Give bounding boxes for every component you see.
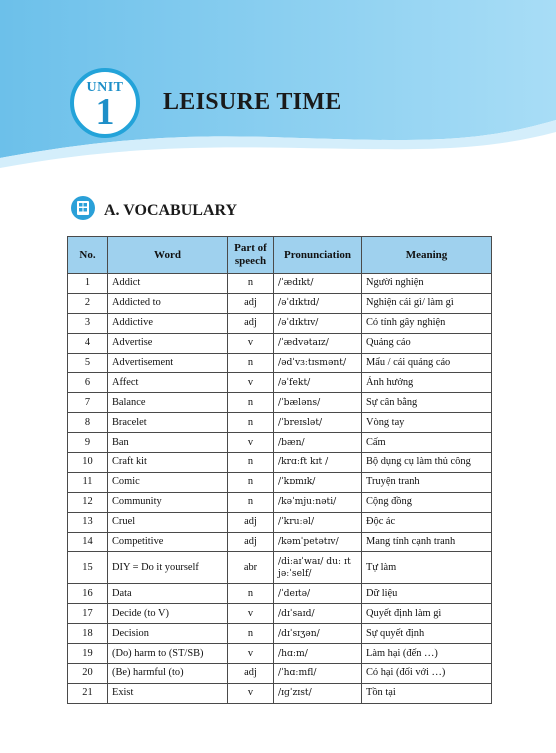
cell-part-of-speech: v (228, 604, 274, 624)
table-row (68, 293, 492, 313)
cell-word: Data (108, 584, 228, 604)
table-row (68, 664, 492, 684)
cell-word: Advertisement (108, 353, 228, 373)
table-header-row (68, 237, 492, 274)
unit-badge (70, 68, 140, 138)
cell-word: (Be) harmful (to) (108, 664, 228, 684)
cell-pronunciation: /kəmˈpetətɪv/ (274, 532, 362, 552)
cell-part-of-speech: adj (228, 512, 274, 532)
cell-pronunciation: /ˈbreɪslət/ (274, 413, 362, 433)
cell-no: 7 (68, 393, 108, 413)
cell-word: Comic (108, 472, 228, 492)
cell-meaning: Ảnh hưởng (362, 373, 492, 393)
cell-word: Balance (108, 393, 228, 413)
cell-pronunciation: /əˈfekt/ (274, 373, 362, 393)
cell-word: Addict (108, 274, 228, 294)
cell-meaning: Truyện tranh (362, 472, 492, 492)
table-row (68, 413, 492, 433)
table-row (68, 532, 492, 552)
cell-word: Advertise (108, 333, 228, 353)
cell-part-of-speech: n (228, 453, 274, 473)
cell-no: 14 (68, 532, 108, 552)
cell-part-of-speech: adj (228, 293, 274, 313)
table-row (68, 373, 492, 393)
cell-pronunciation: /hɑːm/ (274, 644, 362, 664)
cell-meaning: Cấm (362, 433, 492, 453)
table-row (68, 313, 492, 333)
cell-part-of-speech: adj (228, 664, 274, 684)
cell-meaning: Mẩu / cái quảng cáo (362, 353, 492, 373)
cell-meaning: Độc ác (362, 512, 492, 532)
cell-no: 16 (68, 584, 108, 604)
table-row (68, 353, 492, 373)
table-row (68, 492, 492, 512)
cell-meaning: Nghiện cái gì/ làm gì (362, 293, 492, 313)
cell-no: 15 (68, 552, 108, 584)
cell-no: 8 (68, 413, 108, 433)
cell-part-of-speech: n (228, 413, 274, 433)
table-body (68, 274, 492, 704)
cell-no: 2 (68, 293, 108, 313)
cell-no: 19 (68, 644, 108, 664)
cell-pronunciation: /dɪˈsɪʒən/ (274, 624, 362, 644)
cell-part-of-speech: n (228, 274, 274, 294)
cell-part-of-speech: n (228, 492, 274, 512)
table-row (68, 604, 492, 624)
cell-word: Cruel (108, 512, 228, 532)
vocabulary-table (67, 236, 492, 704)
cell-meaning: Làm hại (đến …) (362, 644, 492, 664)
cell-no: 20 (68, 664, 108, 684)
cell-word: Decision (108, 624, 228, 644)
cell-pronunciation: /ˈædɪkt/ (274, 274, 362, 294)
cell-word: Decide (to V) (108, 604, 228, 624)
table-row (68, 624, 492, 644)
cell-part-of-speech: abr (228, 552, 274, 584)
cell-no: 5 (68, 353, 108, 373)
section-title: A. VOCABULARY (104, 202, 238, 219)
cell-meaning: Người nghiện (362, 274, 492, 294)
table-row (68, 683, 492, 703)
cell-pronunciation: /ˈkruːəl/ (274, 512, 362, 532)
cell-meaning: Cộng đồng (362, 492, 492, 512)
cell-pronunciation: /ɪɡˈzɪst/ (274, 683, 362, 703)
cell-word: Competitive (108, 532, 228, 552)
cell-meaning: Sự cân bằng (362, 393, 492, 413)
cell-word: Addicted to (108, 293, 228, 313)
cell-part-of-speech: n (228, 472, 274, 492)
cell-no: 18 (68, 624, 108, 644)
table-row (68, 512, 492, 532)
cell-pronunciation: /krɑːft kɪt / (274, 453, 362, 473)
cell-no: 21 (68, 683, 108, 703)
cell-meaning: Bộ dụng cụ làm thủ công (362, 453, 492, 473)
cell-meaning: Quyết định làm gì (362, 604, 492, 624)
cell-word: DIY = Do it yourself (108, 552, 228, 584)
cell-part-of-speech: adj (228, 313, 274, 333)
header-word: Word (108, 237, 228, 274)
header-no: No. (68, 237, 108, 274)
cell-meaning: Tự làm (362, 552, 492, 584)
cell-meaning: Có tính gây nghiện (362, 313, 492, 333)
cell-no: 6 (68, 373, 108, 393)
cell-part-of-speech: n (228, 584, 274, 604)
unit-label: UNIT (86, 80, 124, 95)
unit-number: 1 (95, 91, 115, 133)
table-row (68, 433, 492, 453)
cell-meaning: Tồn tại (362, 683, 492, 703)
cell-word: Affect (108, 373, 228, 393)
cell-meaning: Dữ liệu (362, 584, 492, 604)
cell-pronunciation: /bæn/ (274, 433, 362, 453)
cell-pronunciation: /ˈkɒmɪk/ (274, 472, 362, 492)
cell-part-of-speech: v (228, 433, 274, 453)
table-row (68, 393, 492, 413)
table-row (68, 644, 492, 664)
cell-no: 17 (68, 604, 108, 624)
cell-pronunciation: /dɪˈsaɪd/ (274, 604, 362, 624)
cell-no: 13 (68, 512, 108, 532)
cell-part-of-speech: v (228, 683, 274, 703)
table-row (68, 472, 492, 492)
cell-pronunciation: /ˈhɑːmfl/ (274, 664, 362, 684)
header-meaning: Meaning (362, 237, 492, 274)
table-row (68, 274, 492, 294)
cell-word: Addictive (108, 313, 228, 333)
cell-no: 1 (68, 274, 108, 294)
cell-no: 12 (68, 492, 108, 512)
table-row (68, 552, 492, 584)
cell-meaning: Quảng cáo (362, 333, 492, 353)
cell-pronunciation: /əˈdɪktɪd/ (274, 293, 362, 313)
cell-pronunciation: /ˈdeɪtə/ (274, 584, 362, 604)
cell-pronunciation: /ədˈvɜːtɪsmənt/ (274, 353, 362, 373)
cell-no: 9 (68, 433, 108, 453)
table-row (68, 584, 492, 604)
header-pronunciation: Pronunciation (274, 237, 362, 274)
cell-meaning: Sự quyết định (362, 624, 492, 644)
cell-word: (Do) harm to (ST/SB) (108, 644, 228, 664)
cell-part-of-speech: n (228, 353, 274, 373)
cell-word: Exist (108, 683, 228, 703)
cell-part-of-speech: adj (228, 532, 274, 552)
cell-part-of-speech: v (228, 373, 274, 393)
cell-meaning: Mang tính cạnh tranh (362, 532, 492, 552)
cell-word: Ban (108, 433, 228, 453)
cell-part-of-speech: v (228, 333, 274, 353)
cell-part-of-speech: n (228, 624, 274, 644)
table-row (68, 453, 492, 473)
cell-pronunciation: /ˈædvətaɪz/ (274, 333, 362, 353)
cell-word: Bracelet (108, 413, 228, 433)
cell-word: Craft kit (108, 453, 228, 473)
header-part-of-speech: Part of speech (228, 237, 274, 274)
cell-pronunciation: /ˈbæləns/ (274, 393, 362, 413)
unit-title: LEISURE TIME (163, 89, 342, 115)
cell-part-of-speech: v (228, 644, 274, 664)
cell-no: 11 (68, 472, 108, 492)
cell-pronunciation: /əˈdɪktɪv/ (274, 313, 362, 333)
cell-meaning: Vòng tay (362, 413, 492, 433)
cell-no: 4 (68, 333, 108, 353)
cell-no: 3 (68, 313, 108, 333)
vocabulary-book-icon (71, 196, 95, 220)
cell-word: Community (108, 492, 228, 512)
cell-no: 10 (68, 453, 108, 473)
cell-part-of-speech: n (228, 393, 274, 413)
cell-pronunciation: /diːaɪˈwaɪ/ duː ɪt jəːˈself/ (274, 552, 362, 584)
table-row (68, 333, 492, 353)
cell-pronunciation: /kəˈmjuːnəti/ (274, 492, 362, 512)
cell-meaning: Có hại (đối với …) (362, 664, 492, 684)
